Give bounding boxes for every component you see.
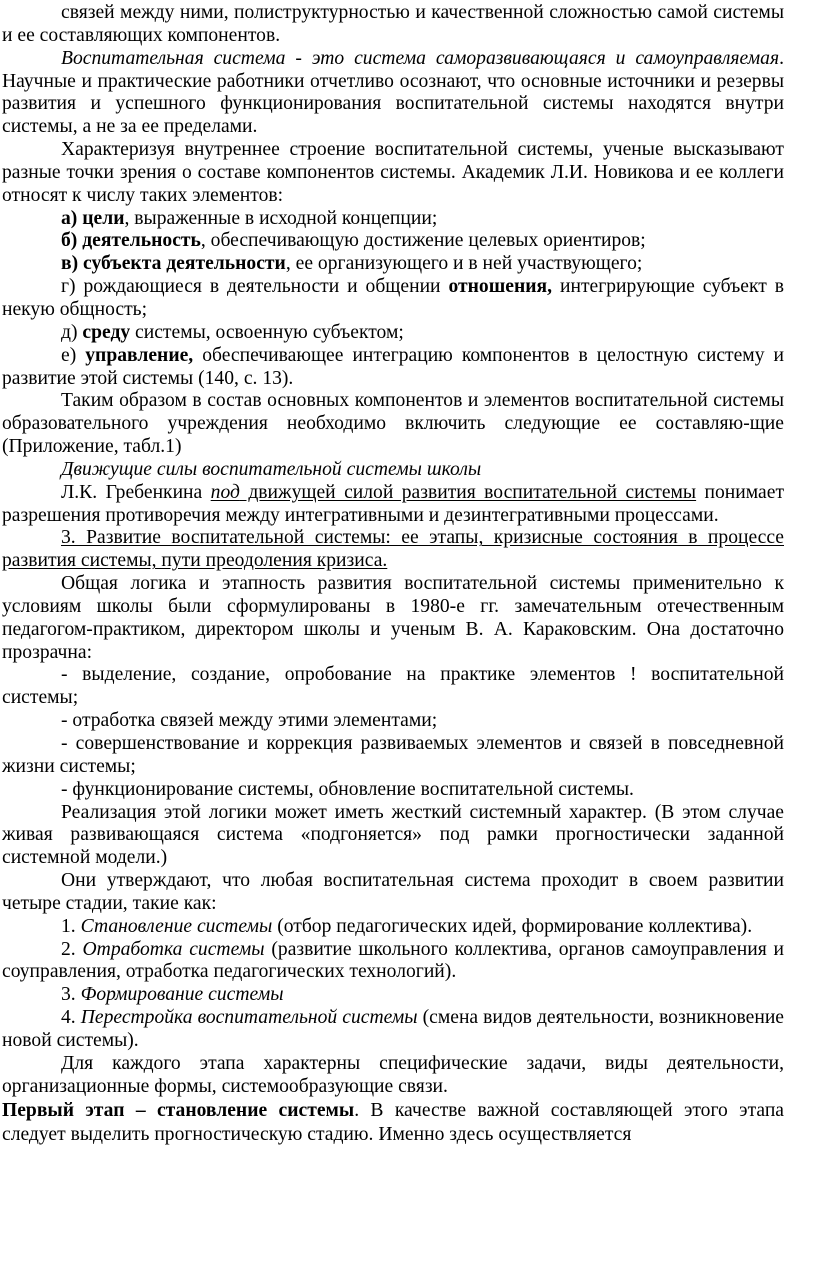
paragraph-text: . В качестве важной составляющей этого этапа следует выделить прогностическую стадию. Именно здесь осуществляется — [2, 1099, 784, 1145]
stage-title: Отработка системы — [82, 938, 265, 960]
dash-list-text: - функционирование системы, обновление воспитательной системы. — [61, 778, 634, 800]
dash-list-text: - отработка связей между этими элементами; — [61, 710, 438, 732]
list-item-text: , ее организующего и в ней участвующего; — [285, 253, 643, 275]
bold-term: управление, — [85, 344, 194, 366]
dash-list-item — [2, 733, 784, 779]
paragraph-logic — [2, 573, 784, 664]
stage-item-4 — [2, 1007, 784, 1053]
list-item-a — [2, 208, 784, 231]
paragraph-text: Таким образом в состав основных компонентов и элементов воспитательной системы образовательного учреждения необходимо включить следующие ее составляю-щие (Приложение, табл.1) — [2, 390, 784, 458]
list-item-text: е) — [61, 344, 86, 366]
paragraph-text: Характеризуя внутреннее строение воспитательной системы, ученые высказывают разные точки зрения о составе компонентов системы. Академик Л.И. Новикова и ее коллеги относят к числу таких элементов: — [2, 139, 784, 206]
paragraph-text: Они утверждают, что любая воспитательная система проходит в своем развитии четыре стадии, такие как: — [2, 870, 784, 914]
paragraph-structure — [2, 139, 784, 208]
underlined-phrase — [211, 482, 696, 503]
paragraph-driving-force — [2, 482, 784, 528]
list-item-text: г) рождающиеся в деятельности и общении — [61, 276, 449, 298]
paragraph-text: Реализация этой логики может иметь жесткий системный характер. (В этом случае живая развивающаяся система «подгоняется» под рамки прогностически заданной системной модели.) — [2, 801, 784, 869]
stage-item-3 — [2, 984, 784, 1007]
stage-title: Перестройка воспитательной системы — [80, 1007, 418, 1029]
paragraph-text: Для каждого этапа характерны специфические задачи, виды деятельности, организационные формы, системообразующие связи. — [2, 1052, 784, 1097]
bold-term: отношения, — [448, 276, 553, 298]
stage-description: (отбор педагогических идей, формирование коллектива). — [272, 915, 753, 937]
dash-list-item — [2, 779, 784, 802]
paragraph-first-stage — [2, 1099, 784, 1147]
paragraph-text: Л.К. Гребенкина — [61, 481, 211, 503]
list-item-b — [2, 230, 784, 253]
stage-number: 1. — [61, 915, 81, 937]
paragraph-text: . Научные и практические работники отчетливо осознают, что основные источники и резервы развития и успешного функционирования воспитательной системы находятся внутри системы, а не за ее пределами. — [2, 47, 784, 138]
underlined-italic-word: под — [210, 481, 240, 503]
list-item-text: системы, освоенную субъектом; — [130, 321, 404, 343]
stage-number: 3. — [61, 984, 81, 1006]
bold-term: а) цели — [61, 207, 125, 229]
underlined-heading: 3. Развитие воспитательной системы: ее этапы, кризисные состояния в процессе развития системы, пути преодоления кризиса. — [2, 527, 784, 572]
paragraph-continuation — [2, 2, 784, 48]
stage-title: Становление системы — [80, 915, 273, 937]
stage-title: Формирование системы — [80, 984, 284, 1006]
section-heading-underlined — [2, 527, 784, 573]
list-item-v — [2, 253, 784, 276]
stage-item-2 — [2, 939, 784, 985]
italic-heading: Движущие силы воспитательной системы школы — [61, 458, 482, 480]
paragraph-summary — [2, 390, 784, 459]
dash-list-item — [2, 664, 784, 710]
list-item-e — [2, 345, 784, 391]
paragraph-tasks — [2, 1053, 784, 1099]
stage-number: 4. — [61, 1007, 81, 1029]
list-item-text: обеспечивающее интеграцию компонентов в целостную систему и развитие этой системы (140, с. 13). — [2, 344, 784, 389]
list-item-text: интегрирующие субъект в некую общность; — [2, 276, 784, 320]
stage-item-1 — [2, 916, 784, 939]
dash-list-item — [2, 710, 784, 733]
list-item-text: , обеспечивающую достижение целевых ориентиров; — [200, 230, 646, 252]
section-heading-italic — [2, 459, 784, 482]
bold-term: в) субъекта деятельности — [61, 253, 286, 275]
list-item-text: , выраженные в исходной концепции; — [124, 207, 438, 229]
stage-description: (развитие школьного коллектива, органов самоуправления и соуправления, отработка педагогических технологий). — [2, 938, 785, 983]
bold-term: б) деятельность — [61, 230, 201, 252]
italic-definition: Воспитательная система - это система саморазвивающаяся и самоуправляемая — [61, 47, 780, 69]
dash-list-text: - выделение, создание, опробование на практике элементов ! воспитательной системы; — [2, 664, 784, 709]
paragraph-text: понимает разрешения противоречия между интегративными и дезинтегративными процессами. — [2, 481, 785, 526]
list-item-d — [2, 322, 784, 345]
paragraph-text: Общая логика и этапность развития воспитательной системы применительно к условиям школы были сформулированы в 1980-е гг. замечательным отечественным педагогом-практиком, директором школы и ученым В. А. Караковским. Она достаточно прозрачна: — [2, 573, 784, 663]
paragraph-text: связей между ними, полиструктурностью и качественной сложностью самой системы и ее составляющих компонентов. — [2, 2, 784, 46]
list-item-g — [2, 276, 784, 322]
bold-term: среду — [82, 321, 131, 343]
dash-list-text: - совершенствование и коррекция развиваемых элементов и связей в повседневной жизни системы; — [2, 733, 784, 777]
bold-heading: Первый этап – становление системы — [2, 1099, 355, 1121]
stage-number: 2. — [61, 938, 83, 960]
list-item-text: д) — [61, 321, 83, 343]
paragraph-realization — [2, 802, 784, 871]
stage-description: (смена видов деятельности, возникновение новой системы). — [2, 1007, 784, 1051]
paragraph-stages-intro — [2, 870, 784, 916]
underlined-text: движущей силой развития воспитательной системы — [239, 481, 697, 503]
paragraph-definition — [2, 48, 784, 139]
